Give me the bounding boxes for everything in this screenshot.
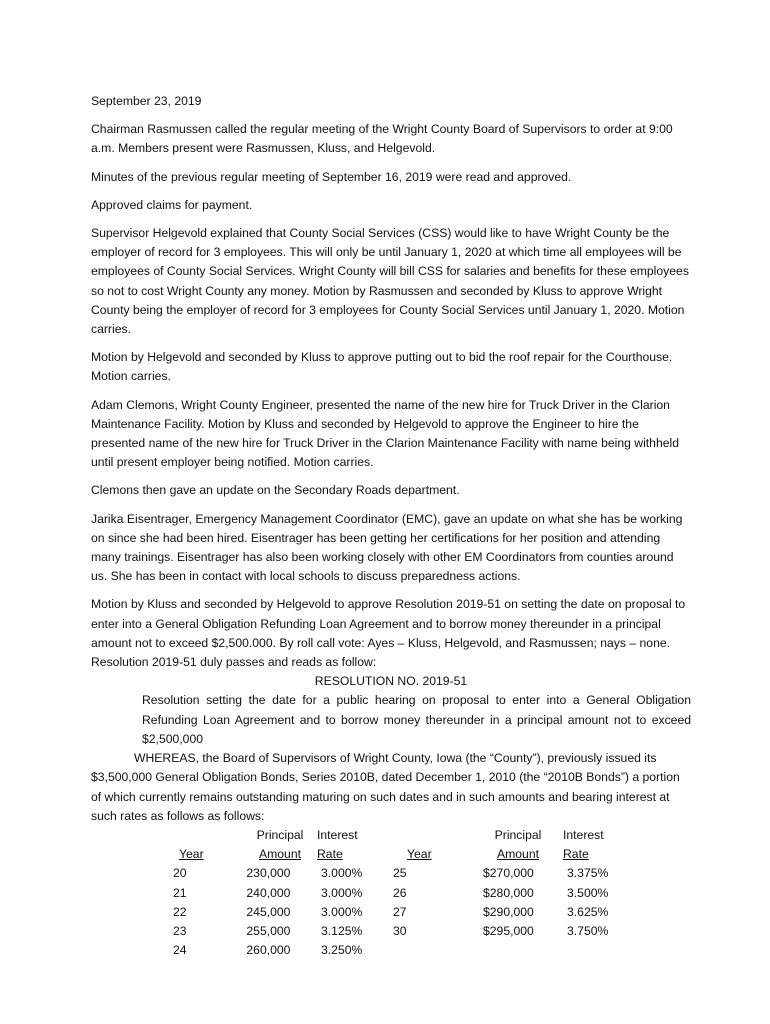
table-header-cell (149, 826, 243, 845)
table-row (91, 884, 627, 903)
paragraph-emc-update: Jarika Eisentrager, Emergency Management Coordinator (EMC), gave an update on what she has be working on since she had been hired. Eisentrager has been getting her certifications for her position and attending many trainings. Eisentrager has also been working closely with other EM Coordinators from counties around us. She has been in contact with local schools to discuss preparedness actions. (91, 511, 683, 584)
paragraph-roof-repair: Motion by Helgevold and seconded by Kluss to approve putting out to bid the roof repair for the Courthouse. Motion carries. (91, 350, 673, 384)
table-header-cell: Interest (317, 827, 358, 842)
table-cell: 21 (173, 885, 187, 900)
table-header-cell: Interest (563, 827, 604, 842)
table-header-cell: Amount (496, 847, 539, 862)
table-cell: 3.250% (321, 943, 363, 958)
table-cell: 3.750% (567, 923, 609, 938)
table-cell: $290,000 (483, 904, 534, 919)
table-cell: $295,000 (483, 923, 534, 938)
table-cell: 3.000% (321, 904, 363, 919)
table-cell (473, 941, 563, 960)
table-cell: 3.625% (567, 904, 609, 919)
paragraph-secondary-roads: Clemons then gave an update on the Secondary Roads department. (91, 483, 460, 498)
table-row (91, 922, 627, 941)
table-header-cell: Principal (494, 827, 542, 842)
table-cell: 23 (173, 923, 187, 938)
paragraph-resolution-motion: Motion by Kluss and seconded by Helgevold to approve Resolution 2019-51 on setting the date on proposal to enter into a General Obligation Refunding Loan Agreement and to borrow money thereunder in a principal amount not to exceed $2,500.000. By roll call vote: Ayes – Kluss, Helgevold, and Rasmussen; nays – none. Resolution 2019-51 duly passes and reads as follow: (91, 597, 686, 670)
table-cell: 30 (393, 923, 407, 938)
table-row (91, 903, 627, 922)
table-cell: 240,000 (243, 885, 291, 900)
table-cell: 20 (173, 866, 187, 881)
table-cell: 25 (393, 866, 407, 881)
table-cell: 3.125% (321, 923, 363, 938)
paragraph-minutes: Minutes of the previous regular meeting of September 16, 2019 were read and approved. (91, 169, 572, 184)
paragraph-css-employer: Supervisor Helgevold explained that County Social Services (CSS) would like to have Wright County be the employer of record for 3 employees. This will only be until January 1, 2020 at which time all employees will be employees of County Social Services. Wright County will bill CSS for salaries and benefits for these employees so not to cost Wright County any money. Motion by Rasmussen and seconded by Kluss to approve Wright County being the employer of record for 3 employees for County Social Services until January 1, 2020. Motion carries. (91, 226, 689, 337)
paragraph-call-to-order: Chairman Rasmussen called the regular meeting of the Wright County Board of Supervisors to order at 9:00 a.m. Members present were Rasmussen, Kluss, and Helgevold. (91, 122, 673, 156)
table-cell: 26 (393, 885, 407, 900)
table-cell: $280,000 (483, 885, 534, 900)
table-header-cell: Rate (563, 847, 589, 862)
document-page (91, 92, 691, 960)
table-row (91, 864, 627, 883)
table-cell: 3.000% (321, 885, 363, 900)
table-cell: 3.500% (567, 885, 609, 900)
table-header-cell: Year (407, 847, 432, 862)
table-header-row (91, 826, 627, 845)
table-cell: 3.375% (567, 866, 609, 881)
paragraph-new-hire: Adam Clemons, Wright County Engineer, presented the name of the new hire for Truck Driver in the Clarion Maintenance Facility. Motion by Kluss and seconded by Helgevold to approve the Engineer to hire the presented name of the new hire for Truck Driver in the Clarion Maintenance Facility with name being withheld until present employer being notified. Motion carries. (91, 397, 679, 470)
table-header-cell: Year (179, 847, 204, 862)
table-cell: 245,000 (243, 904, 291, 919)
resolution-title: RESOLUTION NO. 2019-51 (314, 674, 468, 689)
table-header-cell: Amount (258, 847, 301, 862)
table-cell: 230,000 (243, 866, 291, 881)
paragraph-claims: Approved claims for payment. (91, 197, 253, 212)
maturity-table (91, 826, 627, 960)
table-cell: 260,000 (243, 943, 291, 958)
table-cell: 27 (393, 904, 407, 919)
table-header-row (91, 845, 627, 864)
table-cell (393, 941, 473, 960)
table-header-cell: Principal (256, 827, 304, 842)
resolution-text: Resolution setting the date for a public hearing on proposal to enter into a General Obligation Refunding Loan Agreement and to borrow money thereunder in a principal amount not to exceed $2,500,000 (142, 693, 691, 746)
meeting-date: September 23, 2019 (91, 94, 202, 108)
table-cell: 22 (173, 904, 187, 919)
table-row (91, 941, 627, 960)
table-header-cell (393, 826, 473, 845)
table-cell (563, 941, 627, 960)
whereas-text: WHEREAS, the Board of Supervisors of Wright County, Iowa (the “County”), previously issued its $3,500,000 General Obligation Bonds, Series 2010B, dated December 1, 2010 (the “2010B Bonds”) a portion of which currently remains outstanding maturing on such dates and in such amounts and bearing interest at such rates as follows as follows: (91, 751, 680, 823)
table-cell: 24 (173, 943, 187, 958)
table-cell: $270,000 (483, 866, 534, 881)
table-cell: 3.000% (321, 866, 363, 881)
table-cell: 255,000 (243, 923, 291, 938)
table-header-cell: Rate (317, 847, 343, 862)
